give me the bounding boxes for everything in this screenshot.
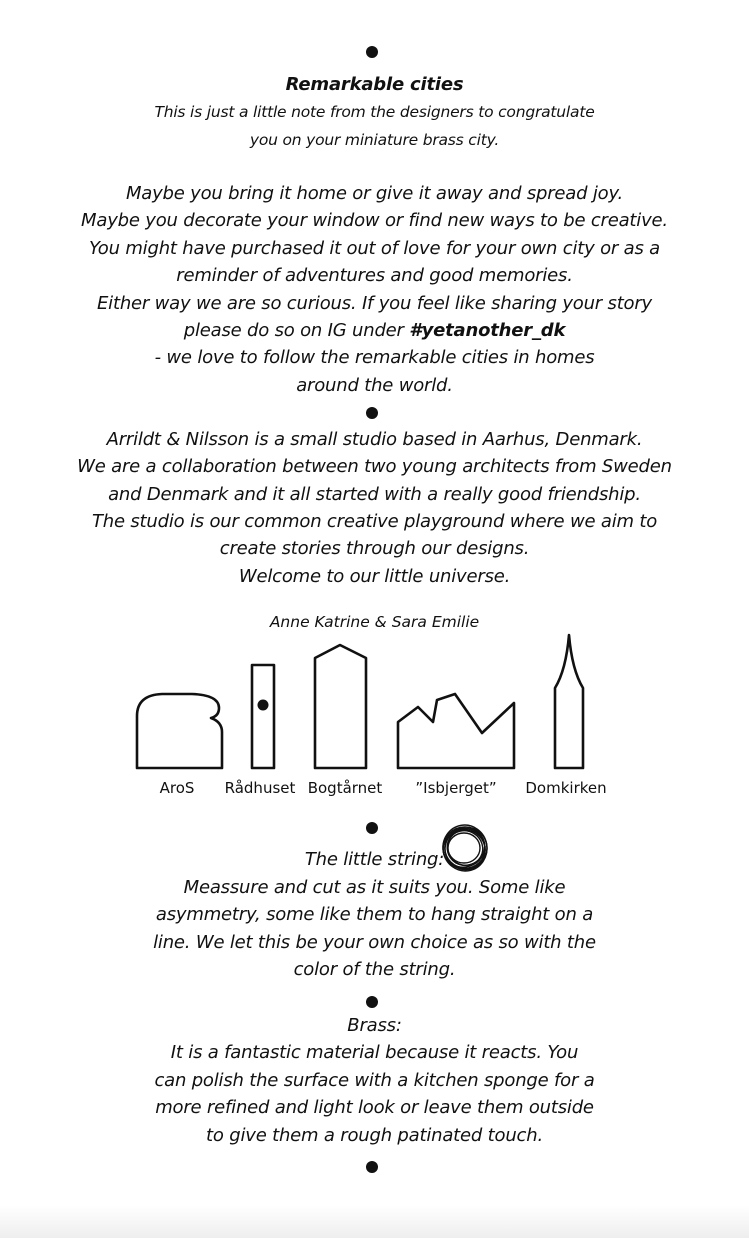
radhuset-building-icon xyxy=(252,665,274,768)
studio-line: Welcome to our little universe. xyxy=(238,566,511,587)
studio-line: We are a collaboration between two young architects from Sweden xyxy=(77,456,672,477)
brass-line: It is a fantastic material because it reacts. You xyxy=(170,1042,579,1063)
aros-building-icon xyxy=(137,694,222,768)
story-ig-prefix: please do so on IG under xyxy=(183,320,410,341)
divider-dot xyxy=(366,996,378,1008)
page-bottom-shade xyxy=(0,1205,749,1238)
brass-line: can polish the surface with a kitchen sponge for a xyxy=(154,1070,595,1091)
divider-dot xyxy=(366,46,378,58)
string-heading: The little string: xyxy=(304,849,445,870)
bogtarnet-building-icon xyxy=(315,645,366,768)
isbjerget-building-icon xyxy=(398,694,514,768)
studio-line: Arrildt & Nilsson is a small studio based in Aarhus, Denmark. xyxy=(106,429,643,450)
brass-line: to give them a rough patinated touch. xyxy=(206,1125,543,1146)
divider-dot xyxy=(366,822,378,834)
story-ig-line xyxy=(0,317,749,344)
brass-line: more refined and light look or leave them outside xyxy=(155,1097,594,1118)
story-line: You might have purchased it out of love for your own city or as a xyxy=(88,238,661,259)
page-title: Remarkable cities xyxy=(285,74,464,95)
divider-dot xyxy=(366,1161,378,1173)
studio-line: and Denmark and it all started with a really good friendship. xyxy=(108,484,641,505)
building-label-domkirken: Domkirken xyxy=(525,779,607,797)
story-line: reminder of adventures and good memories. xyxy=(176,265,573,286)
studio-line: The studio is our common creative playground where we aim to xyxy=(91,511,658,532)
building-label-bogtarnet: Bogtårnet xyxy=(307,779,383,797)
studio-line: create stories through our designs. xyxy=(219,538,530,559)
string-line: Meassure and cut as it suits you. Some like xyxy=(183,877,566,898)
building-label-radhuset: Rådhuset xyxy=(224,779,296,797)
story-line: Maybe you bring it home or give it away and spread joy. xyxy=(125,183,624,204)
story-line: Maybe you decorate your window or find new ways to be creative. xyxy=(81,210,668,231)
designers-signature: Anne Katrine & Sara Emilie xyxy=(269,613,480,631)
buildings-illustration xyxy=(0,620,749,780)
instagram-hashtag: #yetanother_dk xyxy=(409,320,566,341)
string-line: asymmetry, some like them to hang straight on a xyxy=(155,904,594,925)
story-line: Either way we are so curious. If you feel like sharing your story xyxy=(96,293,653,314)
string-line: color of the string. xyxy=(293,959,456,980)
brass-heading: Brass: xyxy=(347,1015,402,1036)
building-label-isbjerget: ”Isbjerget” xyxy=(415,779,497,797)
divider-dot xyxy=(366,407,378,419)
intro-line: This is just a little note from the designers to congratulate xyxy=(154,103,595,121)
intro-line: you on your miniature brass city. xyxy=(249,131,500,149)
domkirken-building-icon xyxy=(555,635,583,768)
string-line: line. We let this be your own choice as so with the xyxy=(153,932,596,953)
story-line: around the world. xyxy=(296,375,453,396)
story-line: - we love to follow the remarkable cities in homes xyxy=(154,347,595,368)
string-coil-icon xyxy=(438,822,492,874)
building-label-aros: AroS xyxy=(159,779,195,797)
